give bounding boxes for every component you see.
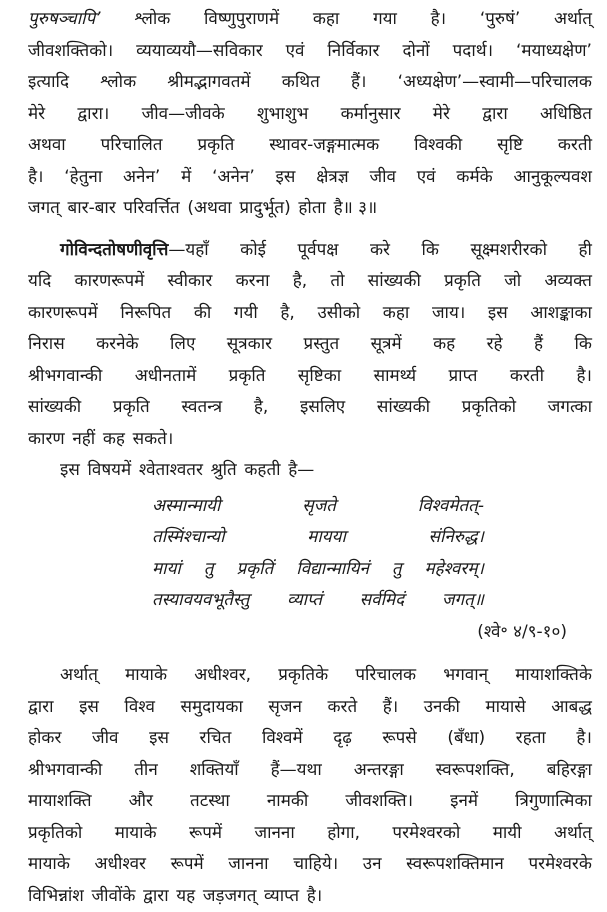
word: मायाके bbox=[125, 660, 167, 692]
paragraph-3 bbox=[28, 455, 592, 487]
word: यदि bbox=[28, 266, 51, 298]
word: मायासे bbox=[485, 692, 525, 724]
word: व्ययाव्ययौ—सविकार bbox=[136, 36, 263, 68]
word: तस्यावयवभूतैस्तु bbox=[152, 585, 249, 617]
word: दोनों bbox=[402, 36, 429, 68]
word: समुदायका bbox=[180, 692, 242, 724]
word: प्रकृतिको bbox=[462, 392, 516, 424]
word: जड़जगत् bbox=[203, 881, 257, 912]
word: सांख्यकी bbox=[28, 392, 81, 424]
word: श्रुति bbox=[211, 455, 237, 487]
word: जीव—जीवके bbox=[142, 99, 225, 131]
text-line bbox=[28, 130, 592, 162]
word: तीन bbox=[134, 755, 158, 787]
word: अनेन’ bbox=[123, 162, 160, 194]
word: व्याप्तं bbox=[287, 585, 322, 617]
word: अधीश्वर, bbox=[194, 660, 251, 692]
word: ‘अध्यक्षेण’—स्वामी—परिचालक bbox=[398, 67, 592, 99]
word: अर्थात् bbox=[554, 818, 592, 850]
word: कथित bbox=[282, 67, 320, 99]
word: कारणरूपमें bbox=[75, 266, 145, 298]
word: इस bbox=[276, 162, 296, 194]
text-line bbox=[28, 162, 592, 194]
word: होगा, bbox=[327, 818, 360, 850]
word: स्वरूपशक्ति, bbox=[436, 755, 515, 787]
word: जाय। bbox=[432, 298, 465, 330]
word: की bbox=[194, 298, 211, 330]
text-line bbox=[28, 235, 592, 267]
text-line bbox=[28, 266, 592, 298]
text-line bbox=[28, 692, 592, 724]
text-line bbox=[28, 881, 592, 912]
word: कर्मके bbox=[456, 162, 492, 194]
word: श्रीभगवान्की bbox=[28, 755, 102, 787]
word: प्रकृति bbox=[113, 392, 150, 424]
text-line bbox=[28, 36, 592, 68]
word: हैं—यथा bbox=[271, 755, 322, 787]
word: कि bbox=[574, 329, 591, 361]
word: त्रिगुणात्मिका bbox=[515, 786, 592, 818]
section-heading: गोविन्दतोषणीवृत्ति bbox=[60, 240, 168, 260]
word: जगत्॥ bbox=[442, 585, 484, 617]
word: इस bbox=[60, 455, 80, 487]
word: कह bbox=[433, 329, 455, 361]
word: जानना bbox=[254, 818, 294, 850]
word: गया bbox=[373, 4, 397, 36]
word: निरूपित bbox=[120, 298, 171, 330]
word: कि bbox=[421, 235, 438, 267]
word: (अथवा bbox=[187, 193, 231, 225]
word: ‘अनेन’ bbox=[212, 162, 255, 194]
text-line bbox=[152, 491, 484, 523]
document-page bbox=[28, 4, 592, 912]
paragraph-2 bbox=[28, 235, 592, 456]
word: प्रकृतिं bbox=[236, 554, 273, 586]
word: रूपसे bbox=[382, 723, 416, 755]
word: द्वारा। bbox=[77, 99, 109, 131]
word: प्राप्त bbox=[449, 361, 478, 393]
word: कारणरूपमें bbox=[28, 298, 98, 330]
word: परिचालक bbox=[355, 660, 416, 692]
word: आनुकूल्यवश bbox=[513, 162, 592, 194]
word: होता bbox=[298, 193, 326, 225]
word: अस्मान्मायी bbox=[152, 491, 220, 523]
text-line bbox=[152, 522, 484, 554]
text-line bbox=[28, 361, 592, 393]
word: तस्मिंश्चान्यो bbox=[152, 522, 225, 554]
paragraph-gap bbox=[28, 648, 592, 660]
word: चाहिये। bbox=[293, 849, 338, 881]
word: प्रादुर्भूत) bbox=[239, 193, 290, 225]
word: प्रकृति bbox=[444, 266, 481, 298]
word: करना bbox=[236, 266, 270, 298]
word: उन bbox=[363, 849, 382, 881]
word: अथवा bbox=[28, 130, 66, 162]
word: जीव bbox=[369, 162, 395, 194]
word: इसलिए bbox=[300, 392, 345, 424]
word: हैं। bbox=[351, 67, 366, 99]
word: लिए bbox=[170, 329, 195, 361]
paragraph-1 bbox=[28, 4, 592, 225]
word: रहता bbox=[516, 723, 546, 755]
text-line bbox=[28, 755, 592, 787]
text-line bbox=[28, 818, 592, 850]
word: निरास bbox=[28, 329, 65, 361]
word: शक्तियाँ bbox=[190, 755, 239, 787]
word: मायी bbox=[493, 818, 522, 850]
word: जगत्का bbox=[548, 392, 592, 424]
word: विभिन्नांश bbox=[28, 881, 84, 912]
word: संनिरुद्ध। bbox=[428, 522, 484, 554]
word: यह bbox=[176, 881, 195, 912]
word: ही bbox=[579, 235, 592, 267]
word: है। bbox=[576, 361, 591, 393]
text-line bbox=[28, 723, 592, 755]
text-line bbox=[28, 660, 592, 692]
word: इत्यादि bbox=[28, 67, 69, 99]
word: आबद्ध bbox=[551, 692, 592, 724]
word: करते bbox=[327, 692, 357, 724]
word: कहा bbox=[383, 298, 410, 330]
word: व्याप्त bbox=[264, 881, 299, 912]
text-line bbox=[28, 392, 592, 424]
word: सकते। bbox=[133, 424, 174, 456]
word: है— bbox=[288, 455, 314, 487]
word: विश्वकी bbox=[414, 130, 462, 162]
word: जगत् bbox=[28, 193, 60, 225]
word: भगवान् bbox=[443, 660, 488, 692]
word: में bbox=[181, 162, 191, 194]
word: रचित bbox=[200, 723, 232, 755]
word: निर्विकार bbox=[327, 36, 379, 68]
word: आशङ्काका bbox=[530, 298, 592, 330]
word: —यहाँ bbox=[168, 240, 208, 260]
word: है। bbox=[28, 162, 43, 194]
word: स्थावर-जङ्गमात्मक bbox=[269, 130, 379, 162]
word: जीव bbox=[92, 723, 118, 755]
word: करे bbox=[370, 235, 390, 267]
word: है। bbox=[307, 881, 322, 912]
word: तु bbox=[392, 554, 402, 586]
word: गयी bbox=[234, 298, 258, 330]
word: जीवशक्तिको। bbox=[28, 36, 113, 68]
word: अन्तरङ्गा bbox=[354, 755, 404, 787]
word: और bbox=[129, 786, 153, 818]
word: मायाके bbox=[28, 849, 70, 881]
word: है। bbox=[431, 4, 446, 36]
word: (बँधा) bbox=[447, 723, 485, 755]
word: नहीं bbox=[72, 424, 95, 456]
word: विश्वमेतत्- bbox=[418, 491, 484, 523]
word: पुरुषञ्चापि’ bbox=[28, 4, 101, 36]
word: जीवोंके bbox=[92, 881, 136, 912]
word: इस bbox=[488, 298, 508, 330]
word: तु bbox=[204, 554, 214, 586]
text-line bbox=[152, 554, 484, 586]
word: कारण bbox=[28, 424, 65, 456]
word: जीवशक्ति। bbox=[345, 786, 413, 818]
word: सर्वमिदं bbox=[360, 585, 405, 617]
word: कह bbox=[103, 424, 125, 456]
word: विष्णुपुराणमें bbox=[204, 4, 279, 36]
word: विद्यान्मायिनं bbox=[296, 554, 369, 586]
verse-block bbox=[152, 491, 484, 617]
word: उसीको bbox=[317, 298, 360, 330]
word: प्रकृतिके bbox=[278, 660, 328, 692]
word: रहे bbox=[487, 329, 503, 361]
text-line bbox=[28, 193, 592, 225]
word: अधीनतामें bbox=[135, 361, 197, 393]
text-line bbox=[28, 786, 592, 818]
word: हैं bbox=[534, 329, 543, 361]
word: महेश्वरम्। bbox=[425, 554, 484, 586]
word: मायाके bbox=[115, 818, 157, 850]
word: ‘हेतुना bbox=[64, 162, 102, 194]
word: अर्थात् bbox=[554, 4, 592, 36]
text-line bbox=[28, 298, 592, 330]
word: सृजते bbox=[302, 491, 336, 523]
word: अधिष्ठित bbox=[540, 99, 592, 131]
word: विषयमें bbox=[87, 455, 131, 487]
word: श्लोक bbox=[134, 4, 170, 36]
word: मेरे bbox=[28, 99, 45, 131]
verse-citation: (श्वे॰ ४/९-१०) bbox=[28, 617, 592, 649]
word: ‘पुरुषं’ bbox=[480, 4, 520, 36]
word: द्वारा bbox=[482, 99, 508, 131]
word: है, bbox=[280, 298, 294, 330]
word: पूर्वपक्ष bbox=[297, 235, 338, 267]
word: करनेके bbox=[96, 329, 139, 361]
word: करती bbox=[510, 361, 544, 393]
word: जो bbox=[504, 266, 521, 298]
heading-word-group bbox=[60, 235, 209, 267]
word: कर्मानुसार bbox=[341, 99, 401, 131]
word: सृष्टि bbox=[497, 130, 523, 162]
word: विश्वमें bbox=[262, 723, 303, 755]
text-line bbox=[28, 329, 592, 361]
word: सूक्ष्मशरीरको bbox=[470, 235, 547, 267]
word: श्लोक bbox=[100, 67, 136, 99]
word: कोई bbox=[240, 235, 266, 267]
word: उनकी bbox=[424, 692, 460, 724]
word: अधीश्वर bbox=[95, 849, 146, 881]
word: सूत्रकार bbox=[227, 329, 272, 361]
word: सृष्टिका bbox=[298, 361, 341, 393]
word: परिचालित bbox=[101, 130, 163, 162]
word: श्रीमद्भागवतमें bbox=[167, 67, 250, 99]
word: है। bbox=[576, 723, 591, 755]
word: शुभाशुभ bbox=[257, 99, 308, 131]
word: एवं bbox=[286, 36, 305, 68]
paragraph-4 bbox=[28, 660, 592, 912]
word: कहती bbox=[244, 455, 280, 487]
word: दृढ़ bbox=[333, 723, 352, 755]
word: एवं bbox=[417, 162, 436, 194]
word: बार-बार bbox=[68, 193, 116, 225]
word: है॥ ३॥ bbox=[334, 193, 378, 225]
word: तो bbox=[330, 266, 344, 298]
word: स्वीकार bbox=[168, 266, 213, 298]
word: प्रकृतिको bbox=[28, 818, 82, 850]
word: प्रकृति bbox=[229, 361, 266, 393]
word: स्वरूपशक्तिमान bbox=[406, 849, 504, 881]
word: जानना bbox=[228, 849, 268, 881]
word: श्रीभगवान्की bbox=[28, 361, 102, 393]
word: मायां bbox=[152, 554, 181, 586]
word: अव्यक्त bbox=[544, 266, 591, 298]
word: विश्व bbox=[124, 692, 155, 724]
word: परिवर्त्तित bbox=[123, 193, 179, 225]
word: ‘मयाध्यक्षेण’ bbox=[516, 36, 592, 68]
word: मायया bbox=[307, 522, 346, 554]
word: श्वेताश्वतर bbox=[139, 455, 203, 487]
word: प्रकृति bbox=[197, 130, 234, 162]
word: करती bbox=[558, 130, 592, 162]
word: तटस्था bbox=[190, 786, 230, 818]
word: मायाशक्ति bbox=[28, 786, 92, 818]
word: द्वारा bbox=[28, 692, 54, 724]
word: इस bbox=[79, 692, 99, 724]
word: होकर bbox=[28, 723, 61, 755]
word: द्वारा bbox=[143, 881, 169, 912]
word: है, bbox=[254, 392, 268, 424]
word: स्वतन्त्र bbox=[181, 392, 222, 424]
word: परमेश्वरके bbox=[528, 849, 591, 881]
word: नामकी bbox=[267, 786, 308, 818]
word: परमेश्वरको bbox=[392, 818, 460, 850]
text-line bbox=[28, 849, 592, 881]
word: कहा bbox=[313, 4, 340, 36]
word: सांख्यकी bbox=[368, 266, 421, 298]
word: अर्थात् bbox=[60, 660, 98, 692]
word: पदार्थ। bbox=[453, 36, 493, 68]
text-line bbox=[28, 67, 592, 99]
word: क्षेत्रज्ञ bbox=[316, 162, 348, 194]
text-line bbox=[28, 4, 592, 36]
text-line bbox=[28, 455, 592, 487]
word: मेरे bbox=[433, 99, 450, 131]
word: इनमें bbox=[450, 786, 478, 818]
word: मायाशक्तिके bbox=[515, 660, 592, 692]
text-line bbox=[28, 424, 592, 456]
word: हैं। bbox=[383, 692, 398, 724]
word: रूपमें bbox=[189, 818, 222, 850]
word: इस bbox=[149, 723, 169, 755]
text-line bbox=[28, 99, 592, 131]
word: रूपमें bbox=[171, 849, 204, 881]
text-line bbox=[152, 585, 484, 617]
word: प्रस्तुत bbox=[304, 329, 340, 361]
word: है, bbox=[293, 266, 307, 298]
word: सांख्यकी bbox=[377, 392, 430, 424]
word: सामर्थ्य bbox=[374, 361, 416, 393]
paragraph-gap bbox=[28, 225, 592, 235]
word: सृजन bbox=[268, 692, 302, 724]
word: सूत्रमें bbox=[371, 329, 402, 361]
word: बहिरङ्गा bbox=[547, 755, 592, 787]
